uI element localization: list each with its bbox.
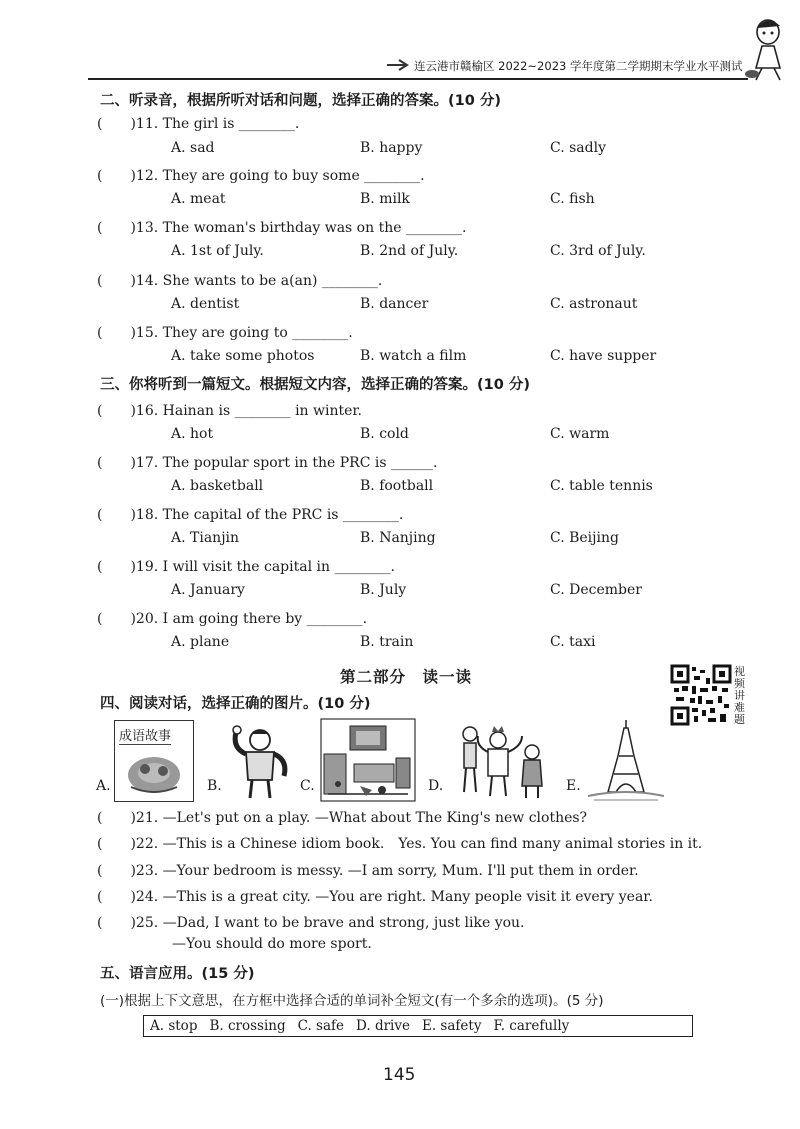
word-option-e: E. safety xyxy=(422,1018,482,1034)
option-20c: C. taxi xyxy=(550,634,596,650)
option-20b: B. train xyxy=(360,634,414,650)
option-18b: B. Nanjing xyxy=(360,530,436,546)
question-25: ( )25. —Dad, I want to be brave and strong, just like you. xyxy=(97,915,525,931)
header xyxy=(0,0,800,90)
mascot-icon xyxy=(742,16,794,82)
option-16c: C. warm xyxy=(550,426,610,442)
option-12b: B. milk xyxy=(360,191,410,207)
option-19a: A. January xyxy=(171,582,245,598)
picture-label-e: E. xyxy=(566,778,581,794)
option-15b: B. watch a film xyxy=(360,348,467,364)
option-19c: C. December xyxy=(550,582,642,598)
option-17a: A. basketball xyxy=(171,478,264,494)
question-20: ( )20. I am going there by ________. xyxy=(97,611,368,627)
question-16: ( )16. Hainan is ________ in winter. xyxy=(97,403,363,419)
book-illustration-icon xyxy=(121,747,187,797)
question-24: ( )24. —This is a great city. —You are right. Many people visit it every year. xyxy=(97,889,653,905)
picture-e-eiffel-tower xyxy=(584,716,668,802)
section2-title: 二、听录音，根据所听对话和问题，选择正确的答案。(10 分) xyxy=(100,93,501,109)
question-22: ( )22. —This is a Chinese idiom book. Yes. You can find many animal stories in it. xyxy=(97,836,703,852)
word-box xyxy=(143,1015,693,1037)
question-11: ( )11. The girl is ________. xyxy=(97,116,300,132)
option-18a: A. Tianjin xyxy=(171,530,240,546)
option-17c: C. table tennis xyxy=(550,478,653,494)
picture-label-d: D. xyxy=(428,778,444,794)
section5-subtitle: (一)根据上下文意思，在方框中选择合适的单词补全短文(有一个多余的选项)。(5 分) xyxy=(100,993,604,1009)
picture-b-strong-man xyxy=(224,718,294,800)
book-cover-title: 成语故事 xyxy=(119,725,171,745)
word-option-b: B. crossing xyxy=(209,1018,286,1034)
question-19: ( )19. I will visit the capital in ________. xyxy=(97,559,395,575)
picture-label-a: A. xyxy=(96,778,111,794)
option-11c: C. sadly xyxy=(550,140,606,156)
question-21: ( )21. —Let's put on a play. —What about The King's new clothes? xyxy=(97,810,588,826)
option-17b: B. football xyxy=(360,478,434,494)
option-16a: A. hot xyxy=(171,426,214,442)
option-20a: A. plane xyxy=(171,634,230,650)
question-13: ( )13. The woman's birthday was on the ________. xyxy=(97,220,467,236)
word-option-d: D. drive xyxy=(356,1018,410,1034)
question-25-reply: —You should do more sport. xyxy=(172,936,372,952)
question-12: ( )12. They are going to buy some ________. xyxy=(97,168,425,184)
option-16b: B. cold xyxy=(360,426,409,442)
arrow-icon xyxy=(385,58,413,72)
qr-code-icon[interactable] xyxy=(670,664,732,726)
question-17: ( )17. The popular sport in the PRC is ______. xyxy=(97,455,438,471)
question-14: ( )14. She wants to be a(an) ________. xyxy=(97,273,383,289)
option-14c: C. astronaut xyxy=(550,296,638,312)
word-option-c: C. safe xyxy=(297,1018,345,1034)
question-23: ( )23. —Your bedroom is messy. —I am sorry, Mum. I'll put them in order. xyxy=(97,863,639,879)
word-option-f: F. carefully xyxy=(493,1018,570,1034)
picture-c-messy-bedroom xyxy=(320,718,416,802)
option-13b: B. 2nd of July. xyxy=(360,243,459,259)
qr-caption: 视频讲难题 xyxy=(734,665,745,726)
option-14b: B. dancer xyxy=(360,296,429,312)
page-number: 145 xyxy=(383,1065,416,1085)
option-13c: C. 3rd of July. xyxy=(550,243,646,259)
picture-d-kings-new-clothes xyxy=(452,716,552,802)
option-15a: A. take some photos xyxy=(171,348,315,364)
picture-label-b: B. xyxy=(207,778,222,794)
section4-title: 四、阅读对话，选择正确的图片。(10 分) xyxy=(100,696,371,712)
option-19b: B. July xyxy=(360,582,407,598)
option-18c: C. Beijing xyxy=(550,530,619,546)
question-18: ( )18. The capital of the PRC is ________. xyxy=(97,507,404,523)
word-option-a: A. stop xyxy=(150,1018,198,1034)
option-15c: C. have supper xyxy=(550,348,657,364)
option-14a: A. dentist xyxy=(171,296,240,312)
option-11b: B. happy xyxy=(360,140,423,156)
header-rule xyxy=(88,78,748,80)
section3-title: 三、你将听到一篇短文。根据短文内容，选择正确的答案。(10 分) xyxy=(100,377,530,393)
header-title: 连云港市赣榆区 2022~2023 学年度第二学期期末学业水平测试 xyxy=(414,59,743,73)
option-12c: C. fish xyxy=(550,191,595,207)
option-11a: A. sad xyxy=(171,140,215,156)
section5-title: 五、语言应用。(15 分) xyxy=(100,966,255,982)
question-15: ( )15. They are going to ________. xyxy=(97,325,353,341)
picture-a-idiom-book xyxy=(114,720,194,802)
option-13a: A. 1st of July. xyxy=(171,243,264,259)
picture-label-c: C. xyxy=(300,778,315,794)
option-12a: A. meat xyxy=(171,191,226,207)
part2-title: 第二部分 读一读 xyxy=(340,668,473,686)
